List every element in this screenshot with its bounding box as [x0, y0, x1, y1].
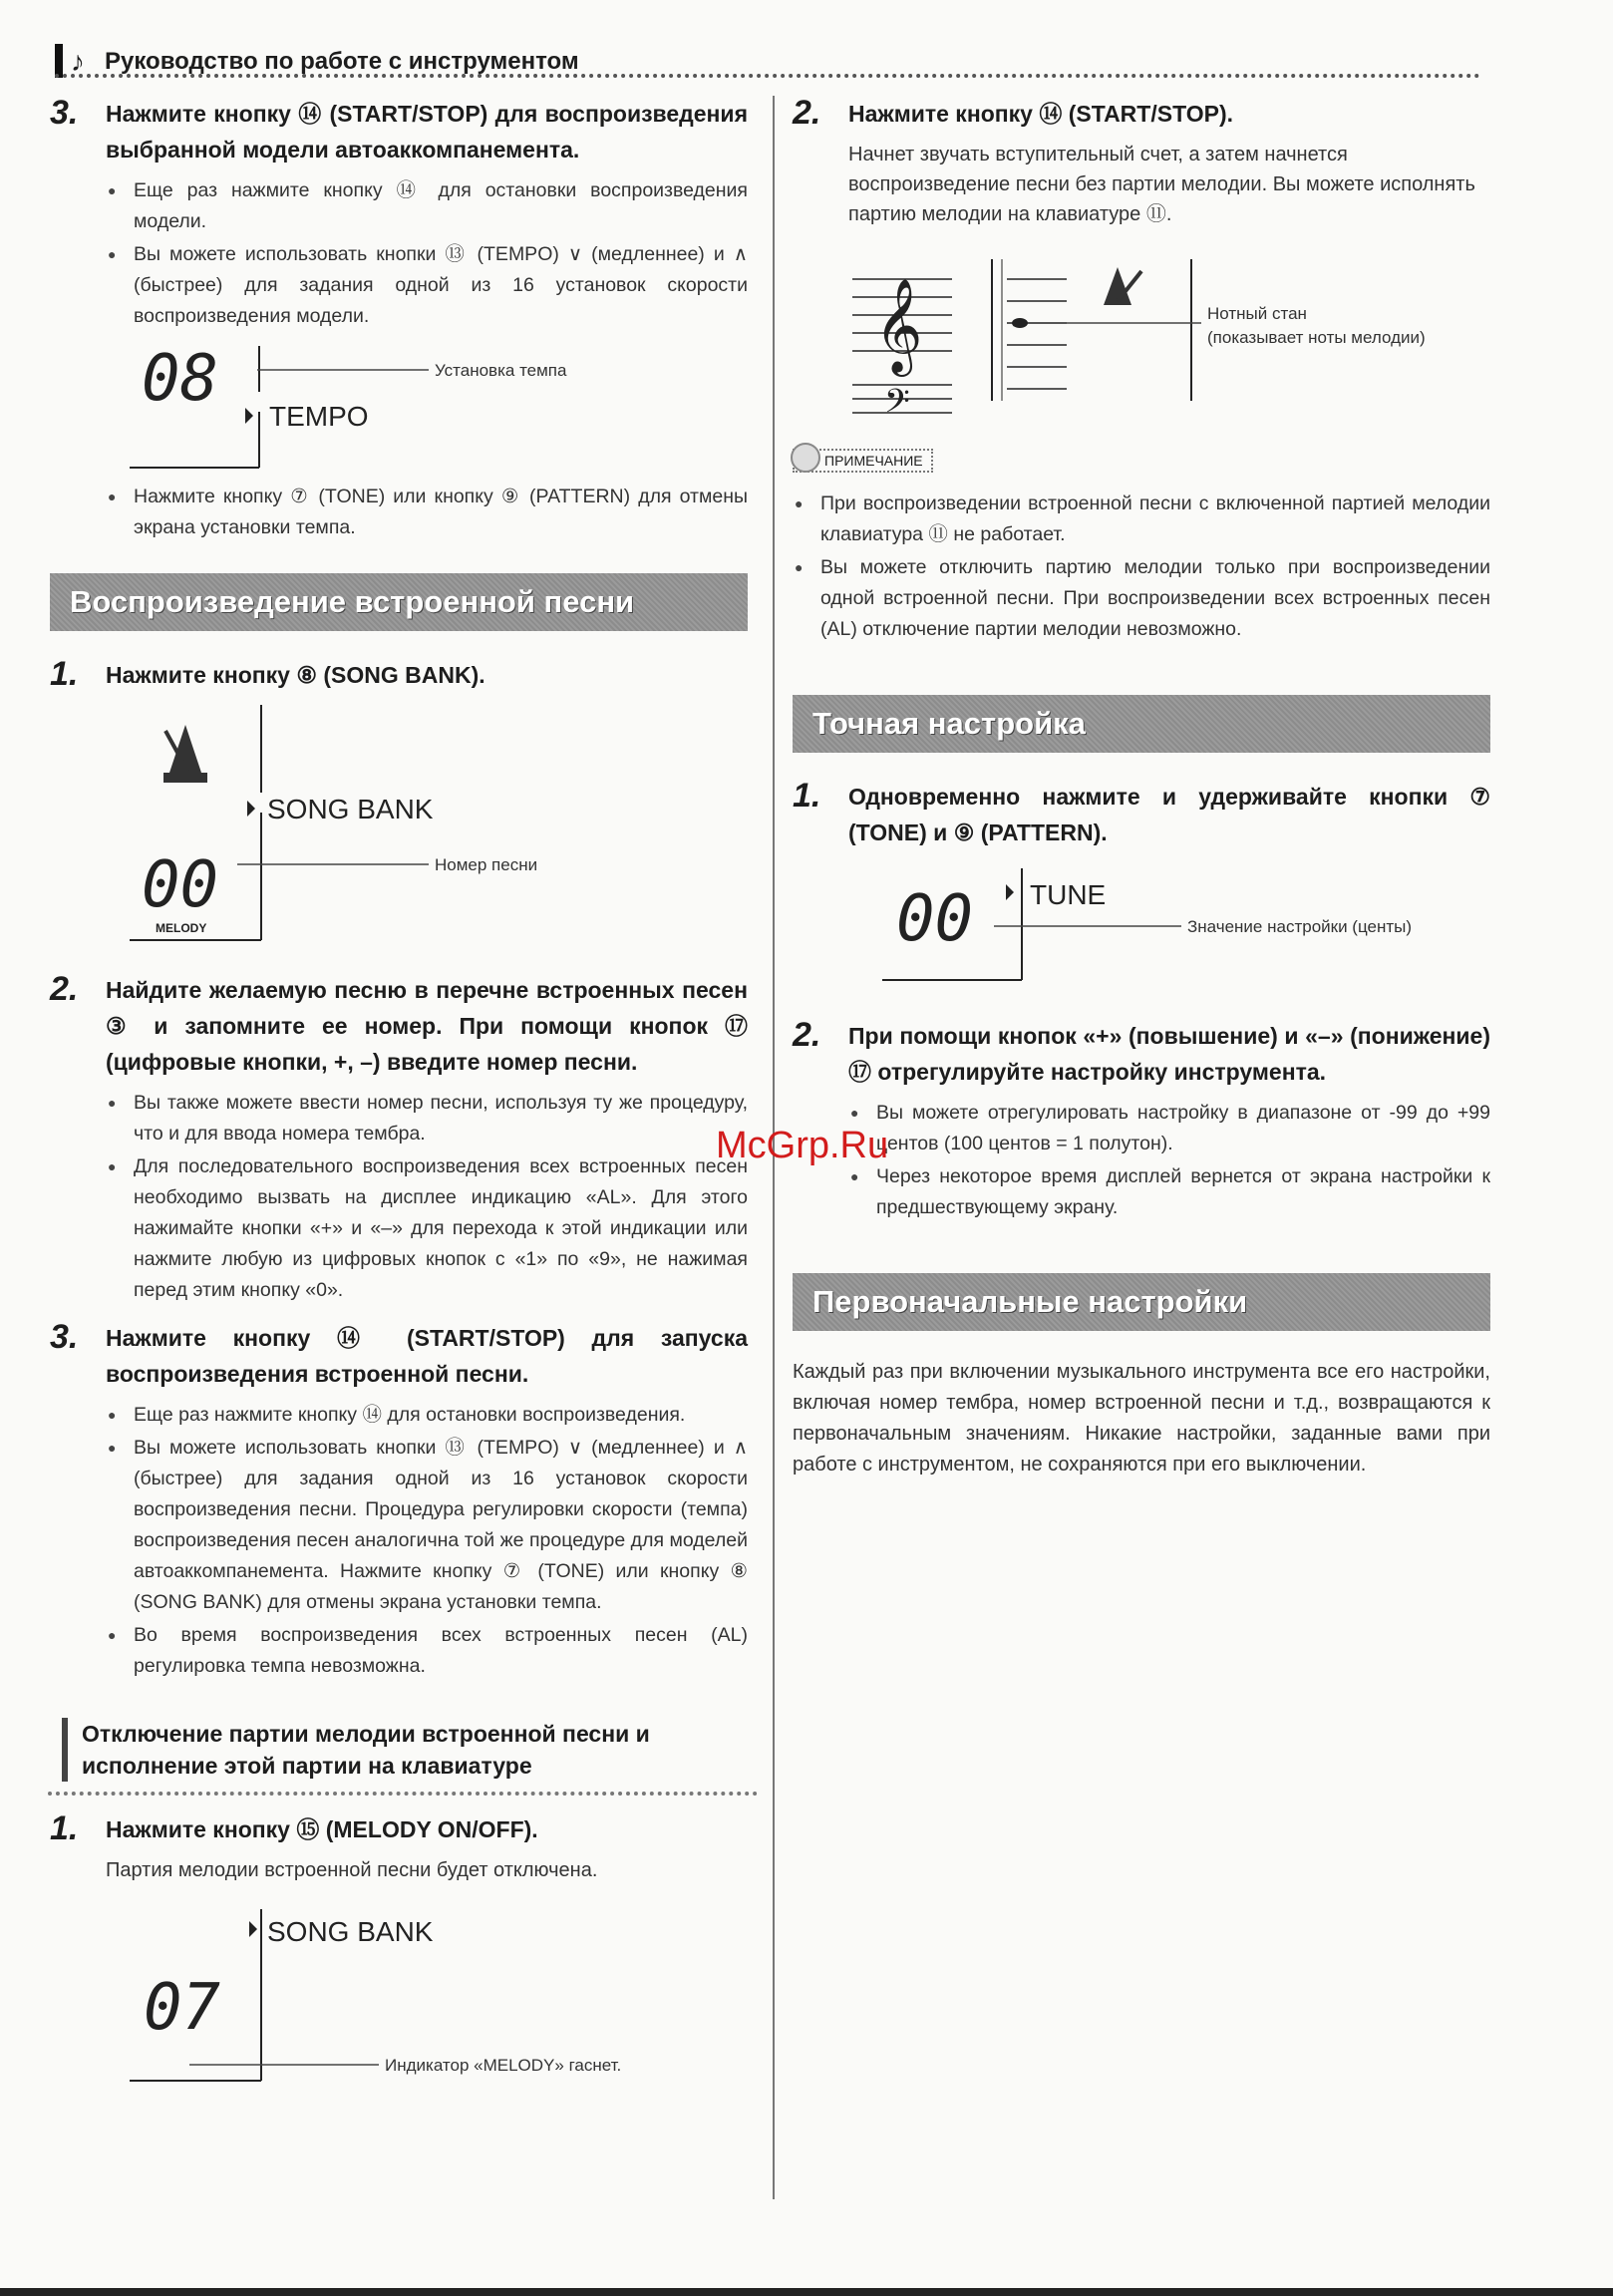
header-title: Руководство по работе с инструментом — [105, 48, 579, 75]
bullet-list — [106, 1400, 748, 1682]
songbank-display-graphic — [130, 701, 748, 950]
staff-lines — [1007, 279, 1067, 389]
step-number: 1. — [50, 1809, 79, 1847]
bullet-item: ● Через некоторое время дисплей вернется от экрана настройки к предшествующему экрану. — [848, 1161, 1490, 1223]
step-text: Нажмите кнопку ⑭ (START/STOP) для воспроизведения выбранной модели автоаккомпанемента. — [106, 101, 748, 163]
step-number: 2. — [793, 94, 821, 132]
step-text: Одновременно нажмите и удерживайте кнопки ⑦ (TONE) и ⑨ (PATTERN). — [848, 784, 1490, 845]
song-number-callout: Номер песни — [435, 855, 538, 874]
bullet-list — [106, 482, 748, 543]
step-number: 1. — [50, 655, 79, 693]
tune-display-graphic — [882, 864, 1490, 984]
step-number: 2. — [793, 1016, 821, 1054]
tempo-callout: Установка темпа — [435, 361, 567, 380]
left-column — [50, 96, 748, 2085]
melody-display-graphic — [130, 1905, 748, 2085]
step-2-find-song — [50, 972, 748, 1080]
bullet-item: ● Для последовательного воспроизведения всех встроенных песен необходимо вызвать на дисплее индикацию «AL». Для этого нажимайте кнопки «+» и «–» для перехода к этой индикации или нажмите любую из цифровых кнопок с «1» по «9», не нажимая перед этим кнопку «0». — [106, 1151, 748, 1306]
section-heading — [50, 573, 748, 631]
section-title: Точная настройка — [812, 706, 1086, 741]
tempo-label: TEMPO — [269, 401, 369, 432]
songbank-display — [130, 701, 748, 950]
tempo-digits: 08 — [142, 342, 219, 416]
bullet-item: ● Вы можете отключить партию мелодии только при воспроизведении одной встроенной песни. При воспроизведении всех встроенных песен (AL) отключение партии мелодии невозможно. — [793, 552, 1490, 645]
pointer-icon — [245, 408, 253, 424]
step-text: Нажмите кнопку ⑭ (START/STOP). — [848, 101, 1233, 127]
song-number-digits: 07 — [144, 1971, 221, 2045]
step-2-start-stop — [793, 96, 1490, 132]
watermark: McGrp.Ru — [716, 1125, 889, 1166]
step-number: 3. — [50, 94, 79, 132]
treble-clef-icon: 𝄞 — [874, 278, 923, 373]
bullet-list — [106, 1088, 748, 1306]
subsection-heading: Отключение партии мелодии встроенной песни и исполнение этой партии на клавиатуре — [62, 1718, 748, 1782]
note-icon — [1012, 318, 1028, 328]
bullet-item: ● При воспроизведении встроенной песни с включенной партией мелодии клавиатура ⑪ не работает. — [793, 489, 1490, 550]
pointer-icon — [1006, 884, 1014, 900]
staff-callout-line2: (показывает ноты мелодии) — [1207, 328, 1426, 347]
metronome-icon — [163, 725, 207, 783]
bullet-item: ● Еще раз нажмите кнопку ⑭ для остановки воспроизведения. — [106, 1400, 748, 1431]
songbank-label: SONG BANK — [267, 794, 434, 824]
tune-digits: 00 — [896, 882, 974, 956]
step-3-pattern — [50, 96, 748, 167]
bullet-item: ● Вы также можете ввести номер песни, используя ту же процедуру, что и для ввода номера тембра. — [106, 1088, 748, 1149]
page-bottom-rule — [0, 2288, 1613, 2296]
music-note-icon: ♪ — [71, 46, 85, 77]
step-3-start-song — [50, 1320, 748, 1392]
step-1-songbank — [50, 657, 748, 693]
bass-clef-icon: 𝄢 — [884, 383, 910, 419]
melody-display — [130, 1905, 748, 2085]
step-text: При помощи кнопок «+» (повышение) и «–» (понижение) ⑰ отрегулируйте настройку инструмента. — [848, 1023, 1490, 1085]
tune-display — [882, 864, 1490, 984]
initial-settings-paragraph: Каждый раз при включении музыкального инструмента все его настройки, включая номер тембра, номер встроенной песни и т.д., возвращаются к первоначальным значениям. Никакие настройки, заданные вами при работе с инструментом, не сохраняются при его выключении. — [793, 1361, 1490, 1476]
bullet-item: ● Вы можете использовать кнопки ⑬ (TEMPO) ∨ (медленнее) и ∧ (быстрее) для задания одной из 16 установок скорости воспроизведения песни. Процедура регулировки скорости (темпа) воспроизведения песен аналогична той же процедуре для моделей автоаккомпанемента. Нажмите кнопку ⑦ (TONE) или кнопку ⑧ (SONG BANK) для отмены экрана установки темпа. — [106, 1433, 748, 1618]
tempo-display-graphic — [130, 342, 748, 472]
page-header — [55, 44, 1480, 78]
pointer-icon — [249, 1921, 257, 1937]
melody-label: SONG BANK — [267, 1916, 434, 1947]
bullet-item: ● Еще раз нажмите кнопку ⑭ для остановки воспроизведения модели. — [106, 175, 748, 237]
melody-callout: Индикатор «MELODY» гаснет. — [385, 2056, 622, 2075]
note-label: ПРИМЕЧАНИЕ — [793, 449, 933, 473]
staff-display-graphic — [852, 249, 1490, 419]
step-description: Начнет звучать вступительный счет, а затем начнется воспроизведение песни без партии мелодии. Вы можете исполнять партию мелодии на клавиатуре ⑪. — [848, 144, 1475, 225]
bullet-list — [848, 1098, 1490, 1223]
step-text: Нажмите кнопку ⑭ (START/STOP) для запуска воспроизведения встроенной песни. — [106, 1325, 748, 1387]
staff-callout-line1: Нотный стан — [1207, 304, 1307, 323]
tune-label: TUNE — [1030, 879, 1107, 910]
note-bullet-list — [793, 489, 1490, 645]
header-rule — [55, 74, 1480, 78]
step-number: 2. — [50, 970, 79, 1008]
bullet-item: ● Вы можете использовать кнопки ⑬ (TEMPO) ∨ (медленнее) и ∧ (быстрее) для задания одной из 16 установок скорости воспроизведения модели. — [106, 239, 748, 332]
pointer-icon — [247, 801, 255, 817]
section-title: Воспроизведение встроенной песни — [70, 584, 635, 619]
step-text: Нажмите кнопку ⑮ (MELODY ON/OFF). — [106, 1816, 538, 1842]
bullet-item: ● Во время воспроизведения всех встроенных песен (AL) регулировка темпа невозможна. — [106, 1620, 748, 1682]
step-text: Найдите желаемую песню в перечне встроенных песен ③ и запомните ее номер. При помощи кнопок ⑰ (цифровые кнопки, +, –) введите номер песни. — [106, 977, 748, 1075]
step-2-adjust — [793, 1018, 1490, 1090]
right-column — [793, 96, 1490, 1480]
section-heading — [793, 1273, 1490, 1331]
header-bar — [55, 44, 63, 78]
step-1-melody-off — [50, 1811, 748, 1847]
bullet-item: ● Вы можете отрегулировать настройку в диапазоне от -99 до +99 центов (100 центов = 1 полутон). — [848, 1098, 1490, 1159]
section-heading — [793, 695, 1490, 753]
step-text: Нажмите кнопку ⑧ (SONG BANK). — [106, 662, 485, 688]
bullet-list — [106, 175, 748, 332]
metronome-icon — [1104, 267, 1141, 305]
song-number-digits: 00 — [142, 848, 219, 922]
step-number: 1. — [793, 777, 821, 815]
step-description: Партия мелодии встроенной песни будет отключена. — [106, 1859, 598, 1881]
tune-callout: Значение настройки (центы) — [1187, 917, 1413, 936]
tempo-display — [130, 342, 748, 472]
step-number: 3. — [50, 1318, 79, 1356]
bullet-item: ● Нажмите кнопку ⑦ (TONE) или кнопку ⑨ (PATTERN) для отмены экрана установки темпа. — [106, 482, 748, 543]
step-1-tune — [793, 779, 1490, 850]
staff-display — [852, 249, 1490, 419]
section-title: Первоначальные настройки — [812, 1284, 1248, 1319]
melody-indicator: MELODY — [156, 921, 207, 935]
